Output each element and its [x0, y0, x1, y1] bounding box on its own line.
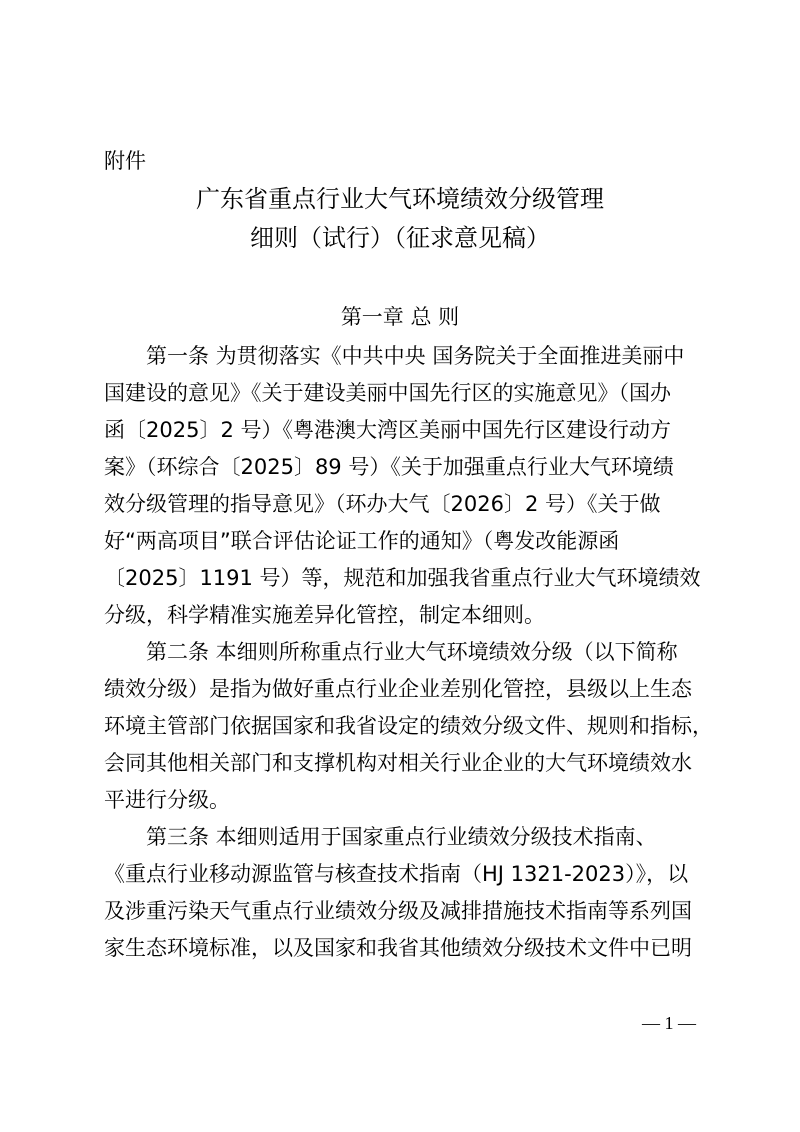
article-2-line-2: 绩效分级）是指为做好重点行业企业差别化管控，县级以上生态: [104, 677, 692, 701]
article-1-line-2: 国建设的意见》《关于建设美丽中国先行区的实施意见》（国办: [104, 381, 671, 405]
article-1-line-7: 〔2025〕1191 号）等，规范和加强我省重点行业大气环境绩效: [104, 566, 701, 590]
article-3-line-1: 第三条 本细则适用于国家重点行业绩效分级技术指南、: [146, 825, 657, 849]
article-1-line-6: 好“两高项目”联合评估论证工作的通知》（粤发改能源函: [104, 529, 620, 553]
article-1-line-5: 效分级管理的指导意见》（环办大气〔2026〕2 号）《关于做: [104, 492, 661, 516]
chapter-heading: 第一章 总 则: [340, 305, 460, 329]
article-2-line-5: 平进行分级。: [104, 788, 230, 812]
article-1-line-1: 第一条 为贯彻落实《中共中央 国务院关于全面推进美丽中: [146, 344, 685, 368]
article-3-line-4: 家生态环境标准，以及国家和我省其他绩效分级技术文件中已明: [104, 936, 692, 960]
article-2-line-1: 第二条 本细则所称重点行业大气环境绩效分级（以下简称: [146, 640, 678, 664]
article-3-line-2: 《重点行业移动源监管与核查技术指南（HJ 1321-2023）》，以: [104, 862, 689, 886]
attachment-label: 附件: [104, 149, 146, 173]
article-1-line-8: 分级，科学精准实施差异化管控，制定本细则。: [104, 603, 545, 627]
article-2-line-4: 会同其他相关部门和支撑机构对相关行业企业的大气环境绩效水: [104, 751, 692, 775]
document-title-line-1: 广东省重点行业大气环境绩效分级管理: [196, 185, 604, 213]
article-1-line-4: 案》（环综合〔2025〕89 号）《关于加强重点行业大气环境绩: [104, 455, 674, 479]
article-2-line-3: 环境主管部门依据国家和我省设定的绩效分级文件、规则和指标，: [104, 714, 713, 738]
article-1-line-3: 函〔2025〕2 号）《粤港澳大湾区美丽中国先行区建设行动方: [104, 418, 671, 442]
article-3-line-3: 及涉重污染天气重点行业绩效分级及减排措施技术指南等系列国: [104, 899, 692, 923]
page-number: — 1 —: [642, 1013, 696, 1033]
document-title-line-2: 细则（试行）（征求意见稿）: [250, 224, 550, 252]
